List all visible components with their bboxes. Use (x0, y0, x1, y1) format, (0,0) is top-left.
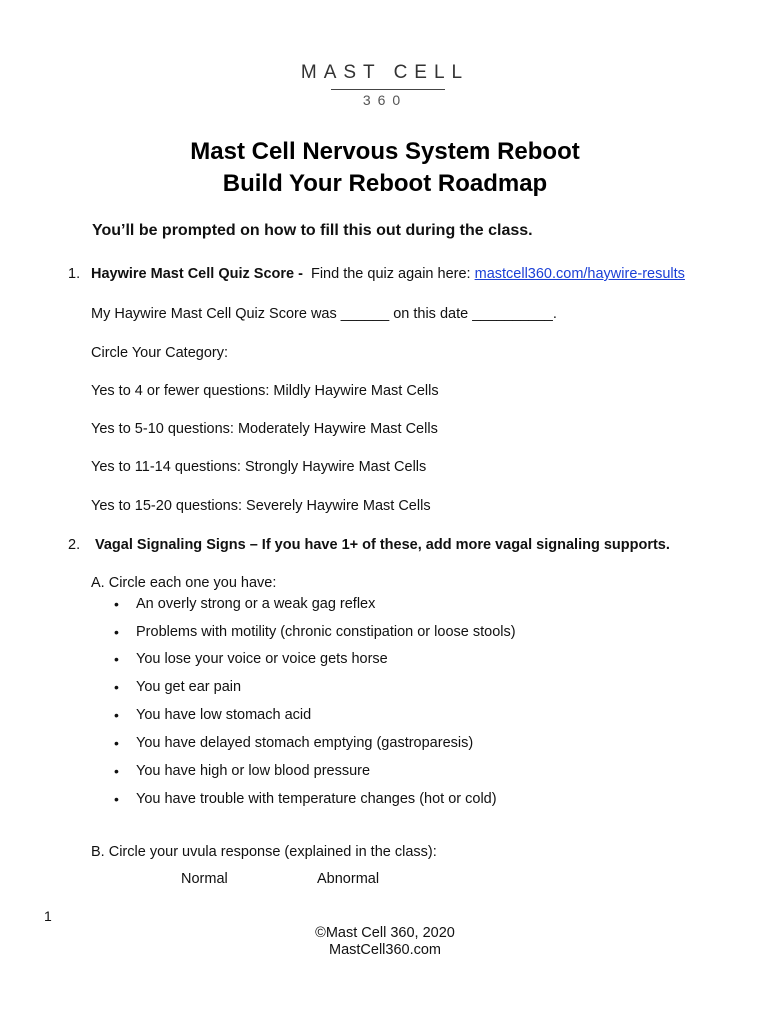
list-item: You have low stomach acid (136, 707, 312, 723)
section2-part-b: B. Circle your uvula response (explained in the class): (91, 844, 437, 860)
bullet-icon: • (114, 735, 119, 751)
bullet-icon: • (114, 707, 119, 723)
bullet-icon: • (114, 596, 119, 612)
bullet-icon: • (114, 651, 119, 667)
page-title: Mast Cell Nervous System Reboot (190, 138, 580, 165)
category-item: Yes to 4 or fewer questions: Mildly Haywire Mast Cells (91, 383, 439, 399)
bullet-icon: • (114, 763, 119, 779)
footer-website: MastCell360.com (328, 942, 441, 958)
section2-heading: Vagal Signaling Signs – If you have 1+ of these, add more vagal signaling supports. (95, 537, 670, 553)
page-subtitle: Build Your Reboot Roadmap (222, 170, 548, 197)
category-item: Yes to 5-10 questions: Moderately Haywire Mast Cells (91, 421, 438, 437)
list-item: You get ear pain (136, 679, 242, 695)
logo-wordmark: MAST CELL (300, 62, 470, 83)
section1-heading-line (91, 266, 685, 282)
bullet-icon: • (114, 791, 119, 807)
section1-heading: Haywire Mast Cell Quiz Score - (91, 266, 303, 282)
category-item: Yes to 11-14 questions: Strongly Haywire Mast Cells (91, 459, 427, 475)
uvula-option-normal: Normal (181, 871, 228, 887)
list-item: You lose your voice or voice gets horse (136, 651, 388, 667)
list-item: You have high or low blood pressure (136, 763, 371, 779)
intro-text: You’ll be prompted on how to fill this out during the class. (92, 222, 533, 239)
section1-find-text: Find the quiz again here: (310, 266, 471, 282)
section2-part-a: A. Circle each one you have: (91, 575, 277, 591)
list-item: An overly strong or a weak gag reflex (136, 596, 376, 612)
logo-number: 360 (362, 92, 408, 108)
logo-divider (331, 89, 445, 90)
bullet-icon: • (114, 679, 119, 695)
bullet-icon: • (114, 624, 119, 640)
list-item: Problems with motility (chronic constipation or loose stools) (136, 624, 516, 640)
footer-copyright: ©Mast Cell 360, 2020 (315, 925, 455, 941)
score-line: My Haywire Mast Cell Quiz Score was ______ on this date __________. (91, 306, 557, 322)
section2-number: 2. (68, 537, 81, 553)
list-item: You have trouble with temperature changes (hot or cold) (136, 791, 497, 807)
section1-number: 1. (68, 266, 81, 282)
list-item: You have delayed stomach emptying (gastroparesis) (136, 735, 474, 751)
page-number: 1 (44, 908, 52, 924)
uvula-option-abnormal: Abnormal (317, 871, 380, 887)
quiz-link[interactable]: mastcell360.com/haywire-results (474, 266, 685, 282)
category-prompt: Circle Your Category: (91, 345, 229, 361)
category-item: Yes to 15-20 questions: Severely Haywire Mast Cells (91, 498, 431, 514)
